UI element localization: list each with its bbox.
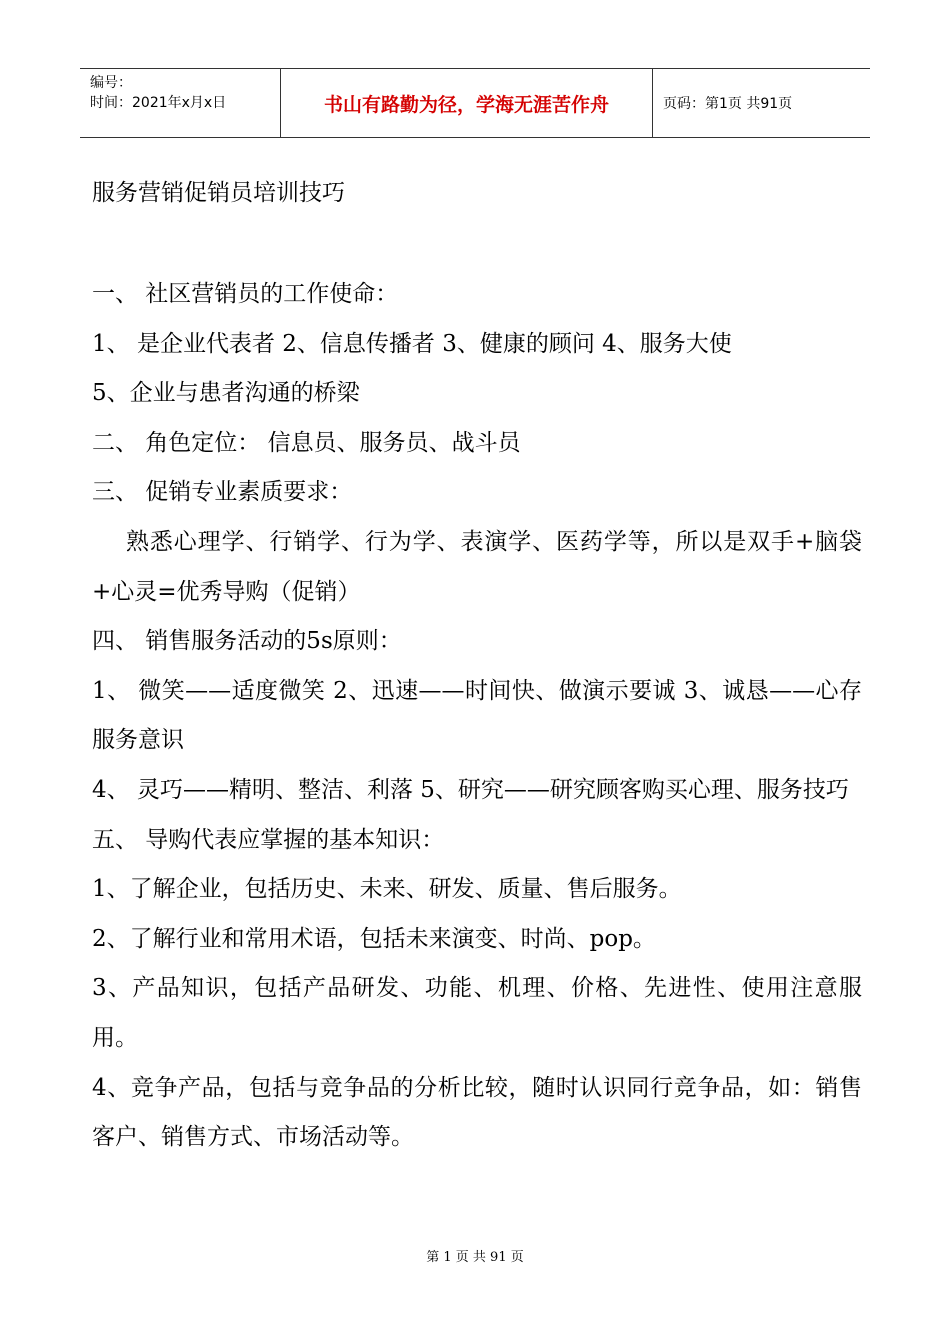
header-motto: 书山有路勤为径，学海无涯苦作舟 — [281, 69, 653, 137]
section-heading: 二、 角色定位： 信息员、服务员、战斗员 — [92, 429, 521, 456]
page-header — [80, 68, 870, 138]
section-heading: 一、 社区营销员的工作使命： — [92, 281, 399, 307]
time-label: 时间：2021年x月x日 — [90, 95, 227, 111]
section-heading: 三、 促销专业素质要求： — [92, 479, 353, 506]
paragraph: 3、产品知识，包括产品研发、功能、机理、价格、先进性、使用注意服用。 — [92, 975, 862, 1051]
header-meta — [80, 69, 281, 137]
header-page-info: 页码：第1页 共91页 — [663, 96, 793, 112]
section-heading: 四、 销售服务活动的5s原则： — [92, 628, 402, 655]
document-body — [92, 168, 862, 1163]
number-label: 编号： — [90, 75, 132, 91]
page-footer: 第 1 页 共 91 页 — [426, 1250, 524, 1265]
paragraph: 1、 是企业代表者 2、信息传播者 3、健康的顾问 4、服务大使 — [92, 330, 732, 357]
document-title: 服务营销促销员培训技巧 — [92, 180, 345, 206]
paragraph: 1、了解企业，包括历史、未来、研发、质量、售后服务。 — [92, 876, 682, 903]
paragraph: 5、企业与患者沟通的桥梁 — [92, 380, 360, 407]
paragraph: 4、 灵巧——精明、整洁、利落 5、研究——研究顾客购买心理、服务技巧 — [92, 776, 849, 803]
paragraph: 4、竞争产品，包括与竞争品的分析比较，随时认识同行竞争品，如：销售客户、销售方式、市场活动等。 — [92, 1074, 862, 1151]
paragraph: 熟悉心理学、行销学、行为学、表演学、医药学等，所以是双手+脑袋+心灵=优秀导购（促销） — [92, 528, 862, 605]
section-heading: 五、 导购代表应掌握的基本知识： — [92, 826, 445, 853]
paragraph: 1、 微笑——适度微笑 2、迅速——时间快、做演示要诚 3、诚恳——心存服务意识 — [92, 677, 862, 754]
paragraph: 2、了解行业和常用术语，包括未来演变、时尚、pop。 — [92, 925, 656, 952]
